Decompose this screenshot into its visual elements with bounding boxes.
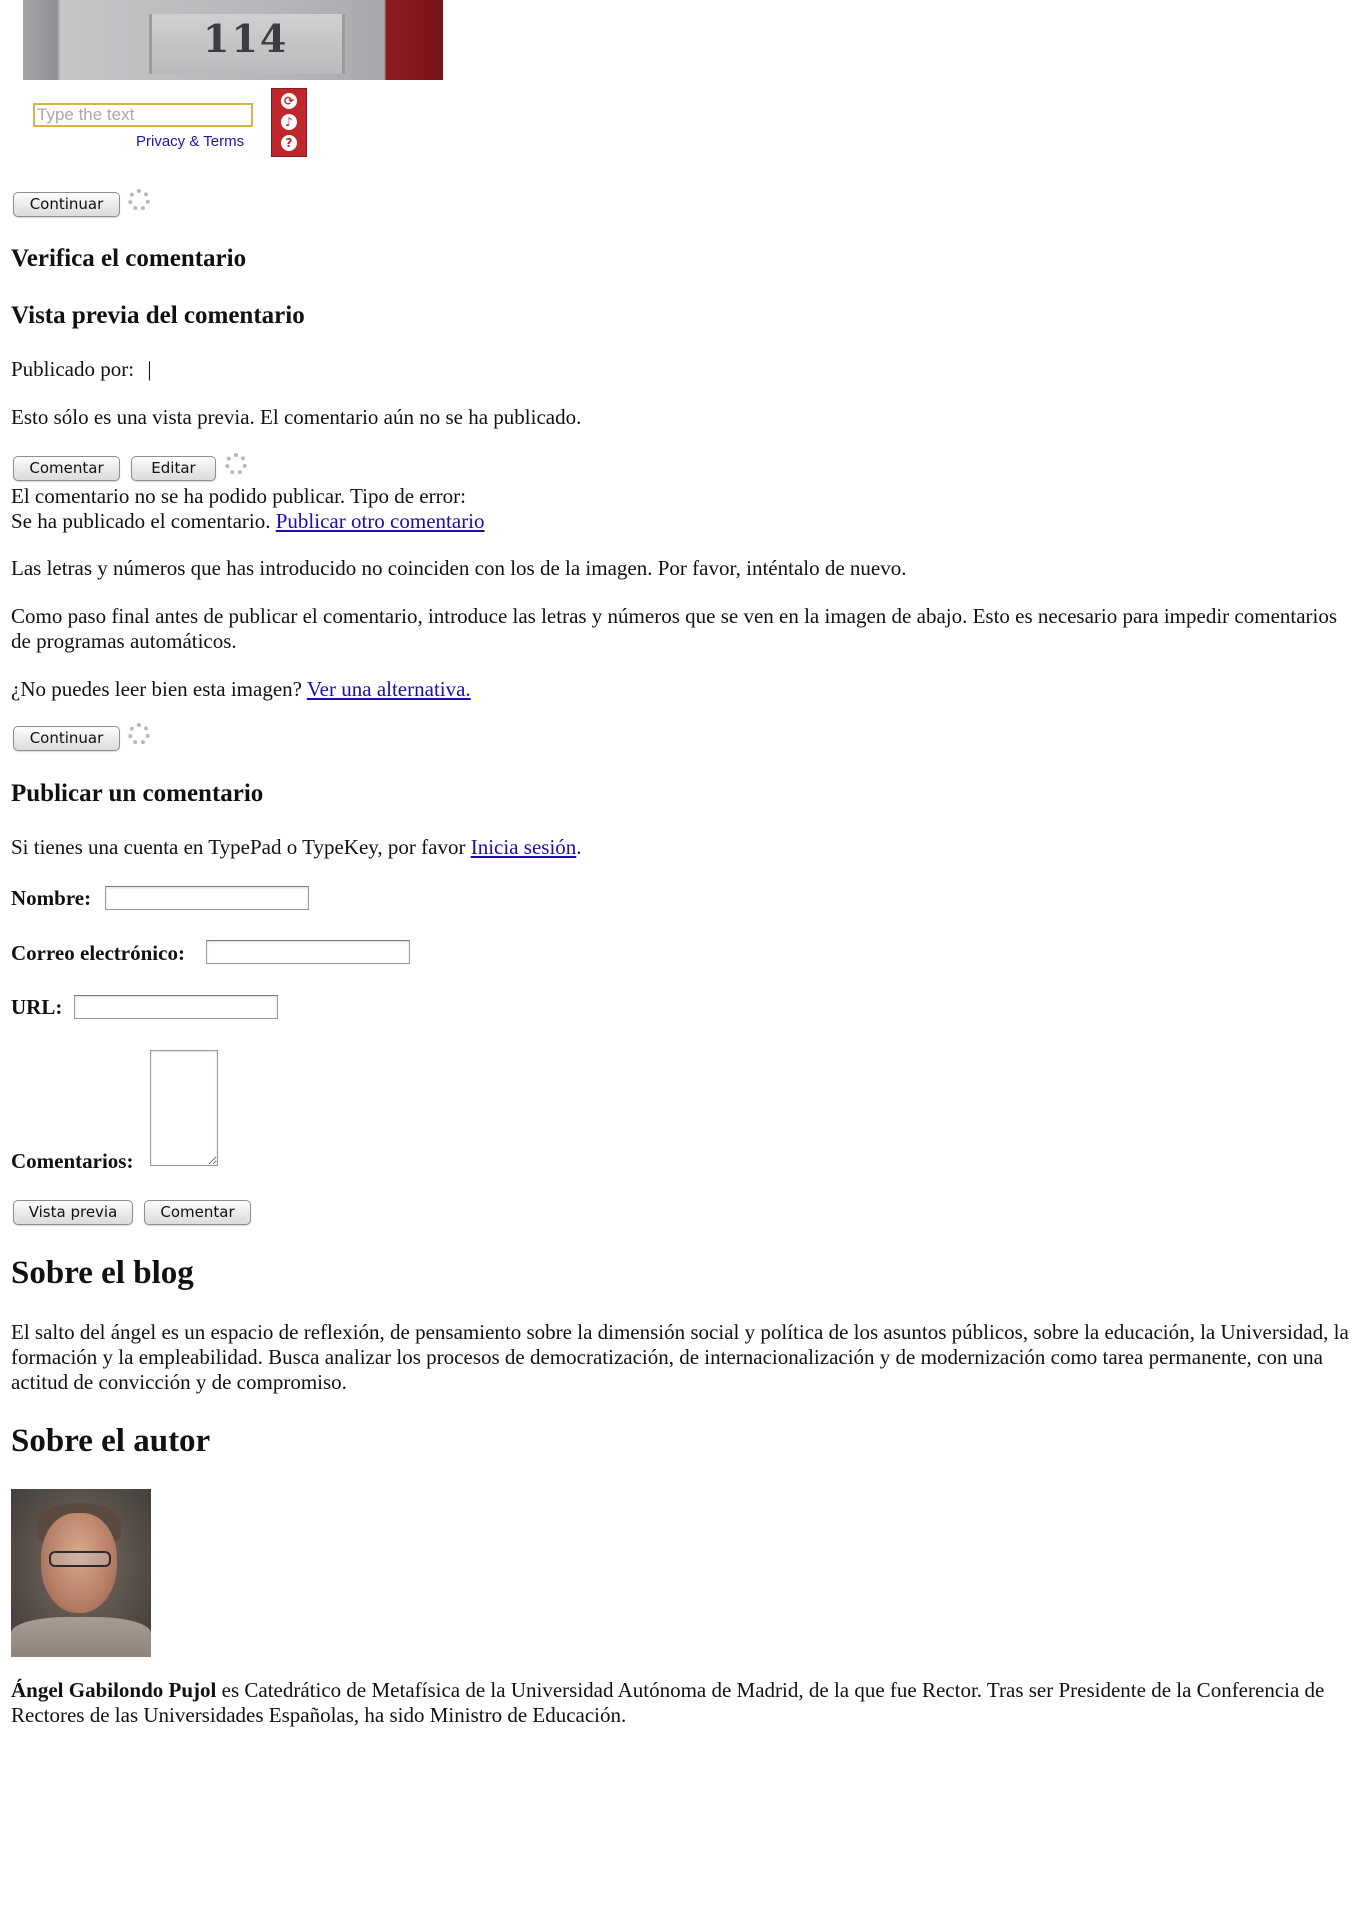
email-field[interactable] [206, 940, 410, 964]
post-another-link[interactable]: Publicar otro comentario [275, 509, 485, 533]
captcha-continue-button[interactable]: Continuar [13, 726, 120, 751]
name-label: Nombre: [11, 886, 92, 910]
alternative-link[interactable]: Ver una alternativa. [306, 677, 471, 701]
audio-icon[interactable]: ♪ [281, 114, 297, 130]
captcha-image-text: 114 [203, 16, 289, 61]
preview-button[interactable]: Vista previa [13, 1200, 133, 1225]
signin-suffix: . [576, 835, 582, 859]
captcha-instructions: Como paso final antes de publicar el comentario, introduce las letras y números que se ven en la imagen de abajo. Esto es necesario para impedir comentarios de programas automáticos. [11, 604, 1338, 653]
comments-label: Comentarios: [11, 1149, 134, 1173]
loading-spinner-icon [128, 723, 150, 745]
about-author-heading: Sobre el autor [11, 1423, 211, 1459]
captcha-privacy-link[interactable]: Privacy & Terms [136, 133, 245, 150]
author-bio [11, 1678, 1351, 1728]
email-label: Correo electrónico: [11, 941, 185, 965]
submit-comment-button[interactable]: Comentar [144, 1200, 251, 1225]
error-message: El comentario no se ha podido publicar. Tipo de error: [11, 484, 466, 508]
refresh-icon[interactable]: ⟳ [281, 93, 297, 109]
captcha-image [23, 0, 443, 80]
signin-prompt [11, 835, 582, 860]
comments-textarea[interactable] [150, 1050, 218, 1166]
cant-read-text [11, 677, 471, 702]
comment-form-heading: Publicar un comentario [11, 780, 264, 807]
author-name: Ángel Gabilondo Pujol [11, 1678, 217, 1702]
captcha-toolbar [271, 88, 307, 157]
about-blog-text: El salto del ángel es un espacio de reflexión, de pensamiento sobre la dimensión social y política de los asuntos públicos, sobre la educación, la Universidad, la formación y la empleabilidad. Busca analizar los procesos de democratización, de internacionalización y de modernización como tarea permanente, con una actitud de convicción y de compromiso. [11, 1320, 1349, 1394]
url-label: URL: [11, 995, 63, 1019]
posted-by-separator: | [147, 357, 152, 381]
about-blog-heading: Sobre el blog [11, 1255, 194, 1291]
signin-prefix: Si tienes una cuenta en TypePad o TypeKey, por favor [11, 835, 466, 859]
cant-read-label: ¿No puedes leer bien esta imagen? [11, 677, 302, 701]
name-field[interactable] [105, 886, 309, 910]
url-field[interactable] [74, 995, 278, 1019]
author-bio-text: es Catedrático de Metafísica de la Universidad Autónoma de Madrid, de la que fue Rector. Tras ser Presidente de la Conferencia de Rectores de las Universidades Españolas, ha sido Ministro de Educación. [11, 1678, 1325, 1727]
continue-button[interactable]: Continuar [13, 192, 120, 217]
captcha-input[interactable] [33, 103, 253, 127]
preview-note: Esto sólo es una vista previa. El comentario aún no se ha publicado. [11, 405, 582, 429]
loading-spinner-icon [128, 189, 150, 211]
posted-by [11, 357, 152, 382]
success-message [11, 509, 485, 534]
post-comment-button[interactable]: Comentar [13, 456, 120, 481]
preview-heading: Vista previa del comentario [11, 302, 305, 329]
captcha-mismatch-text: Las letras y números que has introducido no coinciden con los de la imagen. Por favor, inténtalo de nuevo. [11, 556, 907, 580]
loading-spinner-icon [225, 453, 247, 475]
posted-by-label: Publicado por: [11, 357, 135, 381]
author-photo [11, 1489, 151, 1657]
signin-link[interactable]: Inicia sesión [470, 835, 577, 859]
help-icon[interactable]: ? [281, 135, 297, 151]
success-text: Se ha publicado el comentario. [11, 509, 271, 533]
verify-heading: Verifica el comentario [11, 245, 247, 272]
edit-button[interactable]: Editar [131, 456, 216, 481]
